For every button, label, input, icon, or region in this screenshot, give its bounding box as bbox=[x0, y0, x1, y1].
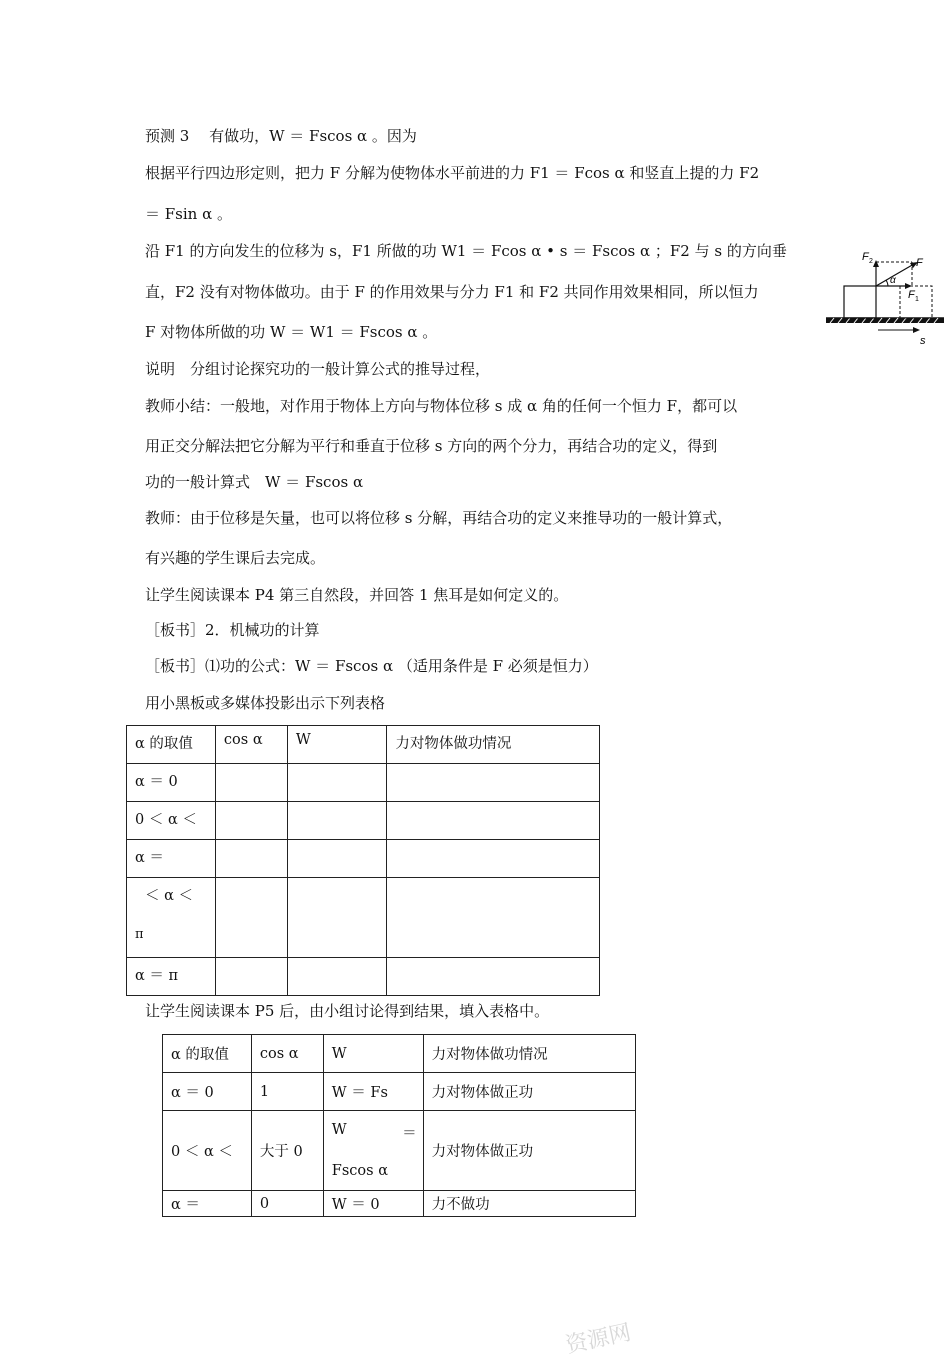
paragraph-note: 说明 分组讨论探究功的一般计算公式的推导过程， bbox=[145, 360, 491, 378]
paragraph-table-intro: 用小黑板或多媒体投影出示下列表格 bbox=[145, 694, 386, 712]
label-s: s bbox=[920, 335, 926, 347]
table-header-cell: cos α bbox=[215, 726, 287, 764]
table-cell: 1 bbox=[251, 1073, 323, 1111]
table-cell bbox=[387, 802, 600, 840]
table-cell: 力对物体做正功 bbox=[423, 1073, 635, 1111]
table-cell bbox=[215, 878, 287, 958]
table-cell-line: π bbox=[135, 927, 144, 942]
table-cell: 0 ＜ α ＜ bbox=[127, 802, 216, 840]
table-row bbox=[127, 840, 600, 878]
paragraph-f2-formula: ＝ Fsin α 。 bbox=[145, 205, 232, 223]
table-row bbox=[163, 1073, 636, 1111]
table-cell: 大于 0 bbox=[251, 1111, 323, 1191]
table-cell: 0 ＜ α ＜ bbox=[163, 1111, 252, 1191]
label-f1: F bbox=[908, 289, 915, 301]
table-cell bbox=[287, 764, 387, 802]
table-header-cell: W bbox=[323, 1035, 423, 1073]
paragraph-board-title: ［板书］2．机械功的计算 bbox=[145, 621, 320, 639]
work-table-filled bbox=[162, 1034, 636, 1217]
table-cell bbox=[287, 840, 387, 878]
table-cell: 力对物体做正功 bbox=[423, 1111, 635, 1191]
paragraph-board-formula: ［板书］⑴功的公式：W ＝ Fscos α （适用条件是 F 必须是恒力） bbox=[145, 657, 598, 675]
paragraph-general-formula: 功的一般计算式 W ＝ Fscos α bbox=[145, 473, 364, 491]
table-cell: 力不做功 bbox=[423, 1191, 635, 1217]
table-header-row bbox=[163, 1035, 636, 1073]
table-row bbox=[127, 878, 600, 958]
watermark: 资源网 bbox=[563, 1320, 634, 1359]
table-header-cell: 力对物体做功情况 bbox=[423, 1035, 635, 1073]
label-alpha: α bbox=[890, 275, 896, 286]
paragraph-decomposition: 根据平行四边形定则，把力 F 分解为使物体水平前进的力 F1 ＝ Fcos α 和竖直上提的力 F2 bbox=[145, 164, 760, 182]
table-cell: W ＝ Fs bbox=[323, 1073, 423, 1111]
table-cell bbox=[287, 958, 387, 996]
table-cell: 0 bbox=[251, 1191, 323, 1217]
table-cell: W ＝ 0 bbox=[323, 1191, 423, 1217]
paragraph-f1-work: 沿 F1 的方向发生的位移为 s，F1 所做的功 W1 ＝ Fcos α • s ＝ Fscos α ；F2 与 s 的方向垂 bbox=[145, 242, 787, 260]
table-row bbox=[163, 1111, 636, 1191]
force-diagram bbox=[826, 248, 946, 348]
table-row bbox=[127, 802, 600, 840]
table-cell bbox=[215, 764, 287, 802]
table-cell bbox=[323, 1111, 423, 1191]
table-header-cell: α 的取值 bbox=[163, 1035, 252, 1073]
table-row bbox=[127, 764, 600, 802]
force-diagram-svg bbox=[826, 248, 946, 348]
table-cell bbox=[387, 840, 600, 878]
table-header-cell: α 的取值 bbox=[127, 726, 216, 764]
table-header-cell: cos α bbox=[251, 1035, 323, 1073]
paragraph-teacher-summary: 教师小结：一般地，对作用于物体上方向与物体位移 s 成 α 角的任何一个恒力 F，都可以 bbox=[145, 397, 738, 415]
table-cell-text: W bbox=[331, 1122, 347, 1138]
table-row bbox=[127, 958, 600, 996]
table-cell-line: Fscos α bbox=[331, 1163, 388, 1179]
work-table-empty bbox=[126, 725, 600, 996]
table-cell-text: ＝ bbox=[402, 1126, 417, 1142]
table-header-row bbox=[127, 726, 600, 764]
table-cell bbox=[215, 802, 287, 840]
table-cell bbox=[387, 958, 600, 996]
table-cell bbox=[387, 764, 600, 802]
table-cell: α ＝ π bbox=[127, 958, 216, 996]
table-cell: α ＝ bbox=[127, 840, 216, 878]
table-cell: α ＝ 0 bbox=[127, 764, 216, 802]
paragraph-reading-p4: 让学生阅读课本 P4 第三自然段，并回答 1 焦耳是如何定义的。 bbox=[145, 586, 569, 604]
table-row bbox=[163, 1191, 636, 1217]
paragraph-homework: 有兴趣的学生课后去完成。 bbox=[145, 549, 326, 567]
table-cell bbox=[287, 802, 387, 840]
paragraph-total-work: F 对物体所做的功 W ＝ W1 ＝ Fscos α 。 bbox=[145, 323, 438, 341]
table-cell bbox=[215, 958, 287, 996]
paragraph-after-table: 让学生阅读课本 P5 后，由小组讨论得到结果，填入表格中。 bbox=[145, 1002, 550, 1020]
paragraph-teacher-displacement: 教师：由于位移是矢量，也可以将位移 s 分解，再结合功的定义来推导功的一般计算式， bbox=[145, 509, 733, 527]
table-cell bbox=[127, 878, 216, 958]
table-cell bbox=[215, 840, 287, 878]
table-cell-line bbox=[332, 1122, 417, 1143]
table-cell: α ＝ 0 bbox=[163, 1073, 252, 1111]
paragraph-f2-no-work: 直，F2 没有对物体做功。由于 F 的作用效果与分力 F1 和 F2 共同作用效果相同，所以恒力 bbox=[145, 283, 759, 301]
label-f1-subscript: 1 bbox=[915, 296, 919, 303]
table-cell: α ＝ bbox=[163, 1191, 252, 1217]
table-cell bbox=[387, 878, 600, 958]
table-header-cell: 力对物体做功情况 bbox=[387, 726, 600, 764]
paragraph-prediction-3: 预测 3 有做功，W ＝ Fscos α 。因为 bbox=[145, 127, 417, 145]
paragraph-orthogonal: 用正交分解法把它分解为平行和垂直于位移 s 方向的两个分力，再结合功的定义，得到 bbox=[145, 437, 718, 455]
table-cell-line: ＜ α ＜ bbox=[145, 888, 194, 904]
label-f2: F bbox=[862, 251, 869, 263]
table-header-cell: W bbox=[287, 726, 387, 764]
label-f2-subscript: 2 bbox=[869, 258, 873, 265]
label-f: F bbox=[916, 257, 923, 269]
table-cell bbox=[287, 878, 387, 958]
